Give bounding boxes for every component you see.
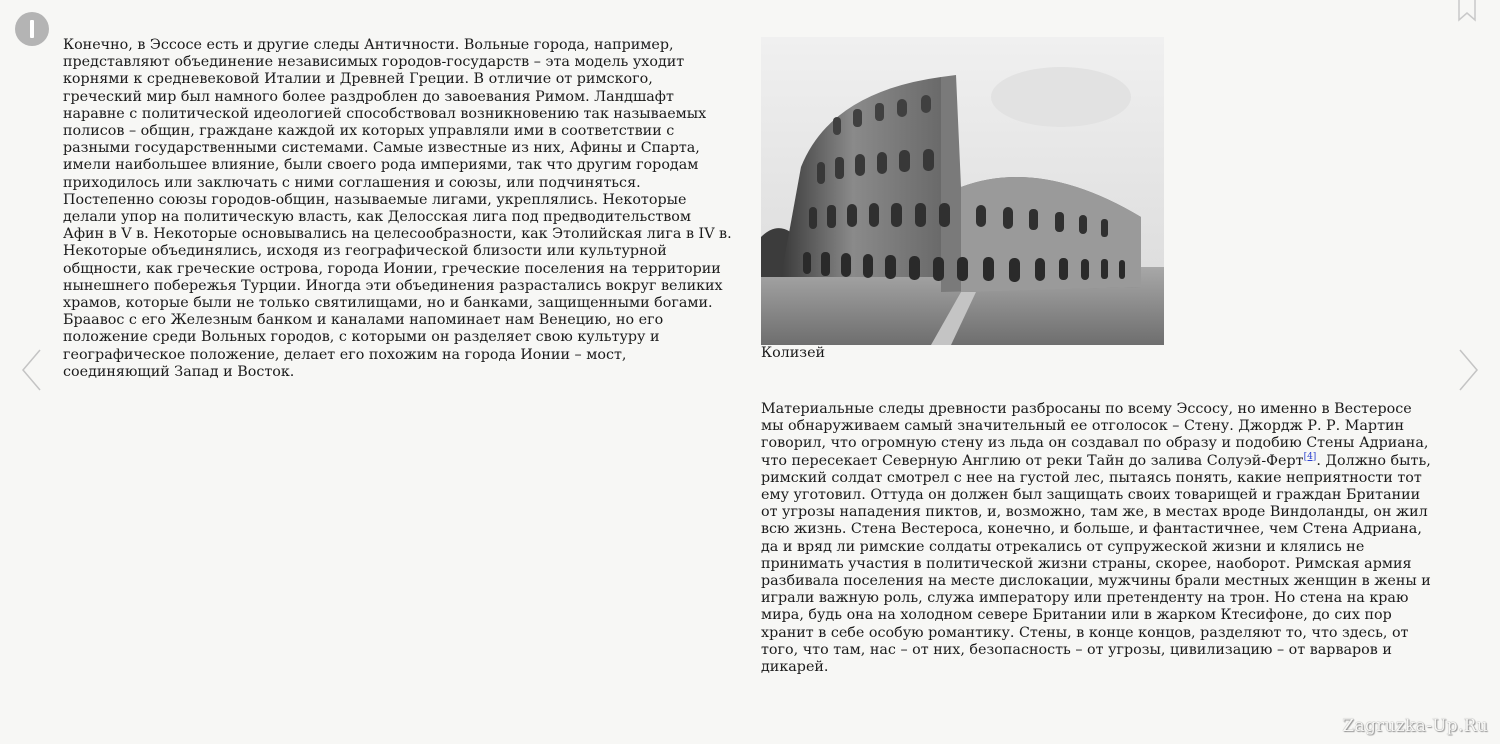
text-column-right (761, 401, 1433, 676)
paragraph-text-part-2: . Должно быть, римский солдат смотрел с нее на густой лес, пытаясь понять, какие неприятности тот ему уготовил. Оттуда он должен был защищать своих товарищей и граждан Британии от угрозы нападения пиктов, и, возможно, там же, в местах вроде Виндоланды, он жил всю жизнь. Стена Вестероса, конечно, и больше, и фантастичнее, чем Стена Адриана, да и вряд ли римские солдаты отрекались от супружеской жизни и клялись не принимать участия в политической жизни страны, скорее, наоборот. Римская армия разбивала поселения на месте дислокации, мужчины брали местных женщин в жены и играли важную роль, служа императору или претенденту на трон. Но стена на краю мира, будь она на холодном севере Британии или в жарком Ктесифоне, до сих пор хранит в себе особую романтику. Стены, в конце концов, разделяют то, что здесь, от того, что там, нас – от них, безопасность – от угрозы, цивилизацию – от варваров и дикарей. (761, 452, 1431, 676)
footnote-link[interactable]: [4] (1303, 451, 1317, 462)
bookmark-icon[interactable] (1457, 0, 1477, 22)
menu-button[interactable] (15, 12, 49, 46)
colosseum-photo (761, 37, 1164, 345)
figure-caption: Колизей (761, 345, 826, 361)
paragraph-text-part-1: Материальные следы древности разбросаны по всему Эссосу, но именно в Вестеросе мы обнаруживаем самый значительный ее отголосок – Стену. Джордж Р. Р. Мартин говорил, что огромную стену из льда он создавал по образу и подобию Стены Адриана, что пересекает Северную Англию от реки Тайн до залива Солуэй-Ферт (761, 401, 1429, 469)
chevron-right-icon[interactable] (1456, 348, 1480, 392)
figure-colosseum (761, 37, 1164, 362)
watermark: Zagruzka-Up.Ru (1342, 716, 1488, 736)
chevron-left-icon[interactable] (20, 348, 44, 392)
menu-icon (30, 20, 34, 38)
text-column-left: Конечно, в Эссосе есть и другие следы Античности. Вольные города, например, представляют объединение независимых городов-государств – эта модель уходит корнями к средневековой Италии и Древней Греции. В отличие от римского, греческий мир был намного более раздроблен до завоевания Римом. Ландшафт наравне с политической идеологией способствовал возникновению так называемых полисов – общин, граждане каждой их которых управляли ими в соответствии с разными государственными системами. Самые известные из них, Афины и Спарта, имели наибольшее влияние, были своего рода империями, так что другим городам приходилось или заключать с ними соглашения и союзы, или подчиняться. Постепенно союзы городов-общин, называемые лигами, укреплялись. Некоторые делали упор на политическую власть, как Делосская лига под предводительством Афин в V в. Некоторые основывались на целесообразности, как Этолийская лига в IV в. Некоторые объединялись, исходя из географической близости или культурной общности, как греческие острова, города Ионии, греческие поселения на территории нынешнего побережья Турции. Иногда эти объединения разрастались вокруг великих храмов, которые были не только святилищами, но и банками, защищенными богами. Браавос с его Железным банком и каналами напоминает нам Венецию, но его положение среди Вольных городов, с которыми он разделяет свою культуру и географическое положение, делает его похожим на города Ионии – мост, соединяющий Запад и Восток. (63, 37, 732, 380)
